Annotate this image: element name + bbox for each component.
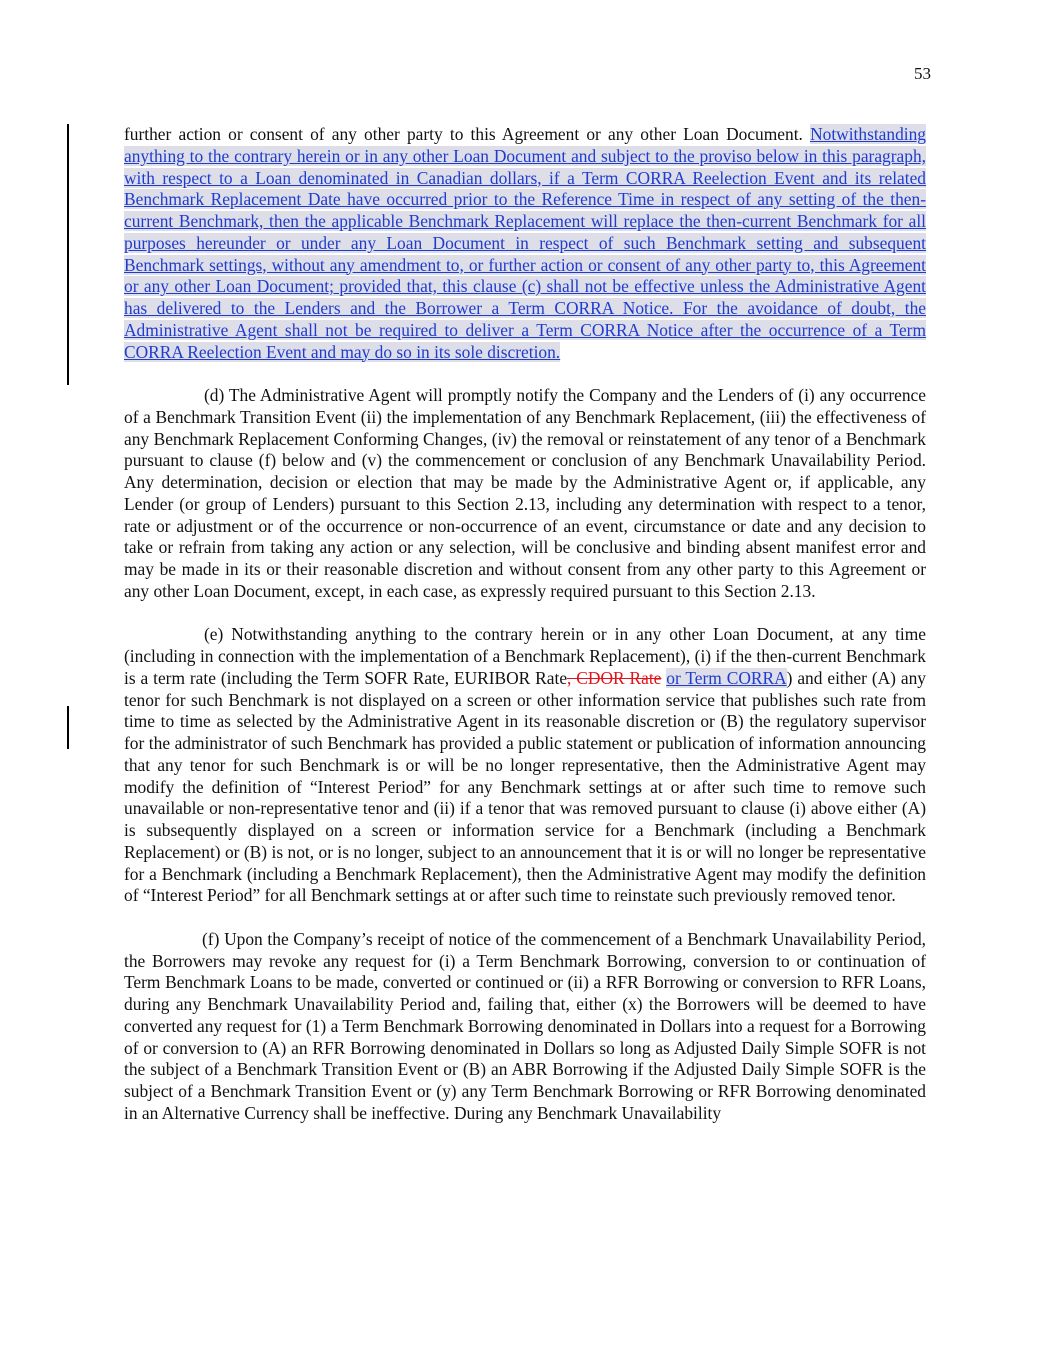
paragraph-f: (f) Upon the Company’s receipt of notice of the commencement of a Benchmark Unavailability Period, the Borrowers may revoke any request for (i) a Term Benchmark Borrowing, conversion to or continuation of Term Benchmark Loans to be made, converted or continued or (ii) a RFR Borrowing or conversion to RFR Loans, during any Benchmark Unavailability Period and, failing that, either (x) the Borrowers will be deemed to have converted any request for (1) a Term Benchmark Borrowing denominated in Dollars into a request for a Borrowing of or conversion to (A) an RFR Borrowing denominated in Dollars so long as Adjusted Daily Simple SOFR is not the subject of a Benchmark Transition Event or (B) an ABR Borrowing if the Adjusted Daily Simple SOFR is the subject of a Benchmark Transition Event or (y) any Term Benchmark Borrowing or RFR Borrowing denominated in an Alternative Currency shall be ineffective. During any Benchmark Unavailability — [124, 928, 926, 1123]
inserted-text: or Term CORRA — [666, 667, 787, 688]
change-bar-e — [67, 706, 69, 749]
paragraph-e-part1: (e) Notwithstanding anything to the contrary herein or in any other Loan Document, at any time (including in connection with the implementation of a Benchmark Replacement), (i) if the then-current Benchmark is a term rate (including the Term SOFR Rate, EURIBOR Rate — [124, 624, 926, 688]
document-body — [124, 124, 926, 1146]
deleted-text: , CDOR Rate — [567, 667, 662, 688]
paragraph-c-lead: further action or consent of any other party to this Agreement or any other Loan Document. — [124, 124, 803, 144]
paragraph-e-part2: ) and either (A) any tenor for such Benchmark is not displayed on a screen or other information service that publishes such rate from time to time as selected by the Administrative Agent in its reasonable discretion or (B) the regulatory supervisor for the administrator of such Benchmark has provided a public statement or publication of information announcing that any tenor for such Benchmark is or will be no longer representative, then the Administrative Agent may modify the definition of “Interest Period” for any Benchmark settings at or after such time to remove such unavailable or non-representative tenor and (ii) if a tenor that was removed pursuant to clause (i) above either (A) is subsequently displayed on a screen or information service for a Benchmark (including a Benchmark Replacement) or (B) is not, or is no longer, subject to an announcement that it is or will no longer be representative for a Benchmark (including a Benchmark Replacement), then the Administrative Agent may modify the definition of “Interest Period” for all Benchmark settings at or after such time to reinstate such previously removed tenor. — [124, 667, 926, 906]
change-bar-c — [67, 124, 69, 385]
paragraph-c-tail — [124, 124, 926, 363]
paragraph-e — [124, 624, 926, 907]
inserted-text: Notwithstanding anything to the contrary herein or in any other Loan Document and subject to the proviso below in this paragraph, with respect to a Loan denominated in Canadian dollars, if a Term CORRA Reelection Event and its related Benchmark Replacement Date have occurred prior to the Reference Time in respect of any setting of the then-current Benchmark, then the applicable Benchmark Replacement will replace the then-current Benchmark for all purposes hereunder or under any Loan Document in respect of such Benchmark setting and subsequent Benchmark settings, without any amendment to, or further action or consent of any other party to, this Agreement or any other Loan Document; provided that, this clause (c) shall not be effective unless the Administrative Agent has delivered to the Lenders and the Borrower a Term CORRA Notice. For the avoidance of doubt, the Administrative Agent shall not be required to deliver a Term CORRA Notice after the occurrence of a Term CORRA Reelection Event and may do so in its sole discretion. — [124, 124, 926, 362]
page-number: 53 — [914, 64, 931, 83]
paragraph-d: (d) The Administrative Agent will promptly notify the Company and the Lenders of (i) any occurrence of a Benchmark Transition Event (ii) the implementation of any Benchmark Replacement, (iii) the effectiveness of any Benchmark Replacement Conforming Changes, (iv) the removal or reinstatement of any tenor of a Benchmark pursuant to clause (f) below and (v) the commencement or conclusion of any Benchmark Unavailability Period. Any determination, decision or election that may be made by the Administrative Agent or, if applicable, any Lender (or group of Lenders) pursuant to this Section 2.13, including any determination with respect to a tenor, rate or adjustment or of the occurrence or non-occurrence of an event, circumstance or date and any decision to take or refrain from taking any action or any selection, will be conclusive and binding absent manifest error and may be made in its or their reasonable discretion and without consent from any other party to this Agreement or any other Loan Document, except, in each case, as expressly required pursuant to this Section 2.13. — [124, 385, 926, 601]
